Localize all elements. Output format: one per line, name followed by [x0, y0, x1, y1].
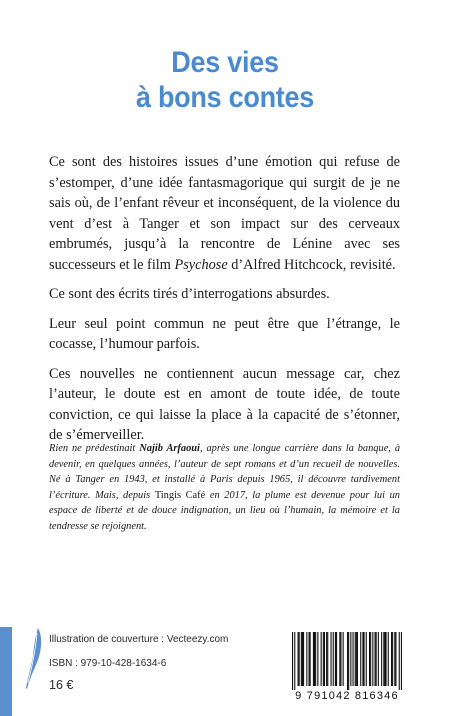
barcode-bar [362, 632, 363, 686]
barcode-bar [394, 632, 395, 686]
illustration-credit: Illustration de couverture : Vecteezy.com [49, 634, 229, 645]
barcode-bar [302, 632, 303, 686]
barcode-bar [370, 632, 371, 686]
barcode-bar [299, 632, 300, 686]
barcode-bar [301, 632, 302, 686]
film-title: Psychose [174, 256, 228, 273]
barcode-bar [381, 632, 382, 686]
barcode-bar [401, 632, 402, 690]
barcode-bar [323, 632, 324, 686]
barcode-bar [343, 632, 344, 686]
barcode-bar [317, 632, 318, 686]
back-cover-blurb [49, 152, 400, 455]
barcode-bar [339, 632, 340, 686]
barcode-bar [369, 632, 370, 686]
barcode-bar [384, 632, 385, 686]
barcode-bar [327, 632, 328, 686]
barcode-bar [366, 632, 367, 686]
blurb-paragraph-4: Ces nouvelles ne contiennent aucun message car, chez l’auteur, le doute est en amont de toute idée, de toute conviction, ce qui laisse la place à la capacité de s’étonner, de s’émerveiller. [49, 365, 400, 443]
barcode-bar [392, 632, 393, 686]
barcode-bar [292, 632, 293, 690]
barcode-bar [364, 632, 365, 686]
barcode-bar [309, 632, 310, 686]
barcode-bar [335, 632, 336, 686]
barcode-bar [388, 632, 389, 686]
title-line-1: Des vies [171, 46, 279, 79]
barcode-bar [395, 632, 396, 686]
blurb-paragraph-2: Ce sont des écrits tirés d’interrogations absurdes. [49, 286, 330, 302]
publisher-color-band [0, 627, 12, 716]
barcode-bar [324, 632, 325, 686]
barcode-bar [331, 632, 332, 686]
barcode-bar [321, 632, 322, 686]
bio-part-1: , après une longue carrière dans la banque, à devenir, en quelques années, l’auteur de sept romans et d’un recueil de nouvelles. Né à Tanger en 1943, et installé à Paris depuis 1965, il découvre tardivement l’écriture. Mais, depuis [49, 443, 401, 501]
author-name: Najib Arfaoui [139, 443, 200, 454]
barcode-bar [360, 632, 361, 686]
author-bio [49, 441, 400, 535]
barcode-bar [383, 632, 384, 686]
barcode-bar [353, 632, 354, 686]
book-price: 16 € [49, 678, 74, 692]
barcode-bar [356, 632, 357, 686]
barcode-bar [357, 632, 358, 686]
barcode-bar [333, 632, 334, 686]
book-title [23, 45, 428, 115]
title-line-2: à bons contes [135, 81, 315, 114]
book-title-tingis-cafe: Tingis Café [154, 489, 206, 501]
blurb-paragraph-1-end: d’Alfred Hitchcock, revisité. [227, 256, 396, 273]
barcode-bar [336, 632, 337, 686]
barcode-bar [306, 632, 307, 686]
barcode-bar [376, 632, 377, 686]
barcode-bar [375, 632, 376, 686]
barcode-bar [310, 632, 311, 686]
barcode-bar [350, 632, 351, 686]
barcode-bar [294, 632, 295, 690]
barcode-bar [391, 632, 392, 686]
barcode-bar [347, 632, 348, 690]
barcode-bar [355, 632, 356, 686]
barcode-bar [348, 632, 349, 690]
barcode-bars [286, 632, 408, 690]
bio-part-2: en 2017, la plume est devenue pour lui un espace de liberté et de douce indignation, un lieu où l’humain, la mémoire et la tendresse se rejoignent. [49, 489, 400, 532]
isbn-barcode [286, 632, 408, 710]
barcode-bar [313, 632, 314, 686]
barcode-bar [303, 632, 304, 686]
barcode-bar [314, 632, 315, 686]
barcode-bar [378, 632, 379, 686]
blurb-paragraph-1 [49, 152, 400, 275]
isbn-number: ISBN : 979-10-428-1634-6 [49, 658, 167, 669]
barcode-bar [340, 632, 341, 686]
barcode-bar [386, 632, 387, 686]
barcode-number: 9 791042 816346 [295, 690, 399, 702]
bio-intro: Rien ne prédestinait [49, 443, 140, 454]
barcode-bar [372, 632, 373, 686]
barcode-bar [298, 632, 299, 686]
barcode-bar [315, 632, 316, 686]
barcode-bar [326, 632, 327, 686]
barcode-bar [399, 632, 400, 690]
blurb-paragraph-1-text: Ce sont des histoires issues d’une émotion qui refuse de s’estomper, d’une idée fantasmagorique qui surgit de je ne sais où, de l’enfant rêveur et inconséquent, de la violence du vent d’est à Tanger et son impact sur des cerveaux embrumés, jusqu’à la rencontre de Lénine avec ses successeurs et le film [49, 154, 400, 273]
blurb-paragraph-3: Leur seul point commun ne peut être que l’étrange, le cocasse, l’humour parfois. [49, 315, 400, 352]
quill-feather-icon [24, 627, 44, 691]
